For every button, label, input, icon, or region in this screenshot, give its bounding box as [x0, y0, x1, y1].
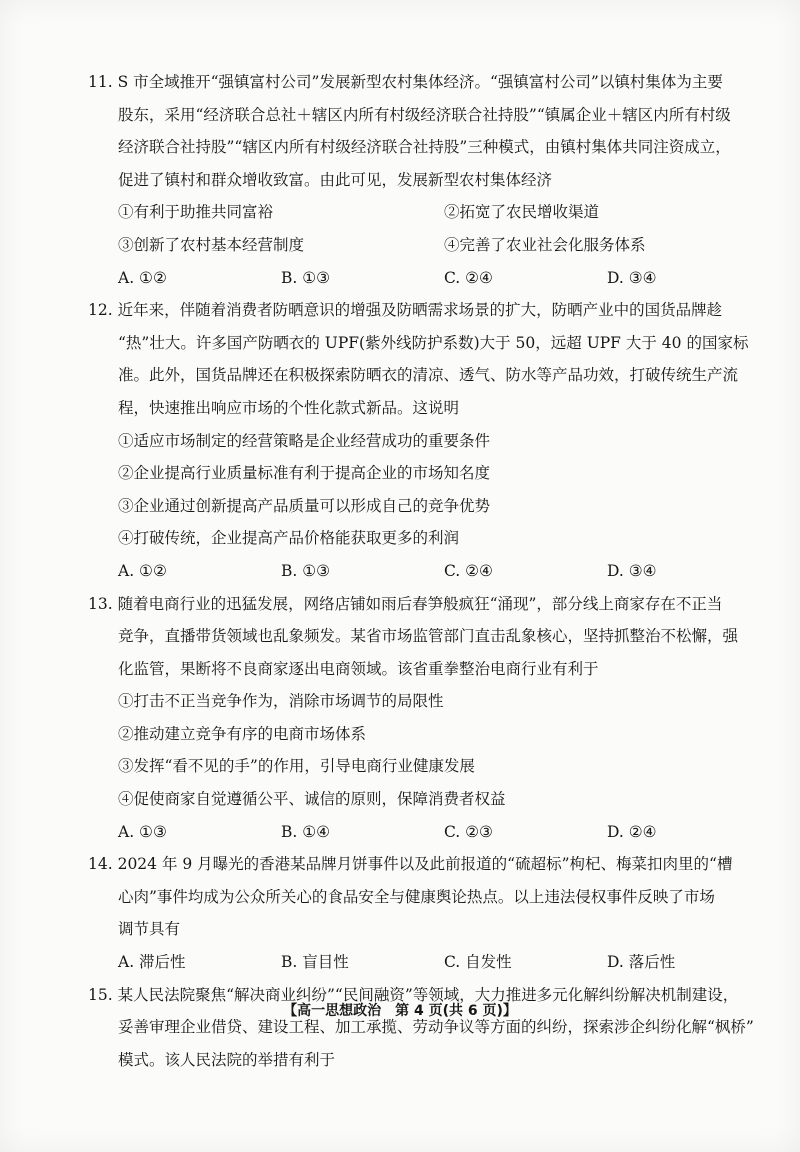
choice-a: A. ①②: [118, 561, 167, 580]
choice-c: C. ②④: [444, 268, 493, 287]
stem-line: 经济联合社持股”“辖区内所有村级经济联合社持股”三种模式，由镇村集体共同注资成立，: [118, 138, 731, 157]
stem-line: 竞争，直播带货领域也乱象频发。某省市场监管部门直击乱象核心，坚持抓整治不松懈，强: [118, 627, 739, 646]
option-2: ②推动建立竞争有序的电商市场体系: [118, 724, 367, 743]
choice-d: D. 落后性: [607, 953, 676, 972]
question-list: [88, 66, 770, 1076]
answer-choices: [88, 555, 770, 588]
stem-line: 程，快速推出响应市场的个性化款式新品。这说明: [118, 398, 460, 417]
stem-line: 化监管，果断将不良商家逐出电商领域。该省重拳整治电商行业有利于: [118, 659, 599, 678]
question-stem: [88, 588, 770, 686]
stem-line: 15. 某人民法院聚焦“解决商业纠纷”“民间融资”等领域，大力推进多元化解纠纷解决机制建设，: [88, 985, 739, 1004]
stem-line: 模式。该人民法院的举措有利于: [118, 1050, 336, 1069]
option-3: ③企业通过创新提高产品质量可以形成自己的竞争优势: [118, 496, 491, 515]
stem-line: “热”壮大。许多国产防晒衣的 UPF(紫外线防护系数)大于 50，远超 UPF 大于 40 的国家标: [118, 333, 749, 352]
choice-a: A. 滞后性: [118, 953, 186, 972]
question-stem: [88, 848, 770, 946]
choice-c: C. ②④: [444, 561, 493, 580]
stem-line: 12. 近年来，伴随着消费者防晒意识的增强及防晒需求场景的扩大，防晒产业中的国货品牌趁: [88, 301, 723, 320]
stem-line: 调节具有: [118, 920, 181, 939]
option-row: [88, 229, 770, 262]
option-3: ③创新了农村基本经营制度: [118, 235, 305, 254]
choice-a: A. ①②: [118, 268, 167, 287]
option-2: ②拓宽了农民增收渠道: [444, 203, 600, 222]
option-row: [88, 196, 770, 229]
stem-line: 13. 随着电商行业的迅猛发展，网络店铺如雨后春笋般疯狂“涌现”，部分线上商家存在不正当: [88, 594, 723, 613]
option-1: ①适应市场制定的经营策略是企业经营成功的重要条件: [118, 431, 491, 450]
question-14: [88, 848, 770, 978]
question-stem: [88, 294, 770, 424]
answer-choices: [88, 946, 770, 979]
stem-line: 促进了镇村和群众增收致富。由此可见，发展新型农村集体经济: [118, 170, 553, 189]
stem-line: 准。此外，国货品牌还在积极探索防晒衣的清凉、透气、防水等产品功效，打破传统生产流: [118, 366, 739, 385]
question-12: [88, 294, 770, 587]
choice-d: D. ③④: [607, 561, 657, 580]
question-15: [88, 979, 770, 1077]
stem-line: 14. 2024 年 9 月曝光的香港某品牌月饼事件以及此前报道的“硫超标”枸杞、梅菜扣肉里的“槽: [88, 855, 733, 874]
question-11: [88, 66, 770, 294]
stem-line: 11. S 市全域推开“强镇富村公司”发展新型农村集体经济。“强镇富村公司”以镇村集体为主要: [88, 73, 723, 91]
stem-line: 股东，采用“经济联合总社＋辖区内所有村级经济联合社持股”“镇属企业＋辖区内所有村级: [118, 105, 731, 124]
question-13: [88, 588, 770, 849]
choice-b: B. ①④: [281, 822, 331, 841]
option-1: ①有利于助推共同富裕: [118, 203, 274, 222]
choice-c: C. ②③: [444, 822, 493, 841]
choice-d: D. ②④: [607, 822, 657, 841]
page-footer: 【高一思想政治 第 4 页(共 6 页)】: [283, 1003, 517, 1019]
choice-b: B. 盲目性: [281, 953, 349, 972]
question-stem: [88, 979, 770, 1077]
choice-b: B. ①③: [281, 268, 331, 287]
stem-line: 心肉”事件均成为公众所关心的食品安全与健康舆论热点。以上违法侵权事件反映了市场: [118, 887, 715, 906]
answer-choices: [88, 262, 770, 295]
question-stem: [88, 66, 770, 196]
option-1: ①打击不正当竞争作为，消除市场调节的局限性: [118, 692, 444, 711]
choice-c: C. 自发性: [444, 953, 512, 972]
option-2: ②企业提高行业质量标准有利于提高企业的市场知名度: [118, 464, 491, 483]
choice-b: B. ①③: [281, 561, 331, 580]
stem-line: 妥善审理企业借贷、建设工程、加工承揽、劳动争议等方面的纠纷，探索涉企纠纷化解“枫桥”: [118, 1018, 754, 1037]
choice-a: A. ①③: [118, 822, 167, 841]
option-4: ④打破传统，企业提高产品价格能获取更多的利润: [118, 529, 460, 548]
option-4: ④促使商家自觉遵循公平、诚信的原则，保障消费者权益: [118, 790, 506, 809]
choice-d: D. ③④: [607, 268, 657, 287]
answer-choices: [88, 816, 770, 849]
option-3: ③发挥“看不见的手”的作用，引导电商行业健康发展: [118, 757, 475, 776]
option-4: ④完善了农业社会化服务体系: [444, 235, 646, 254]
